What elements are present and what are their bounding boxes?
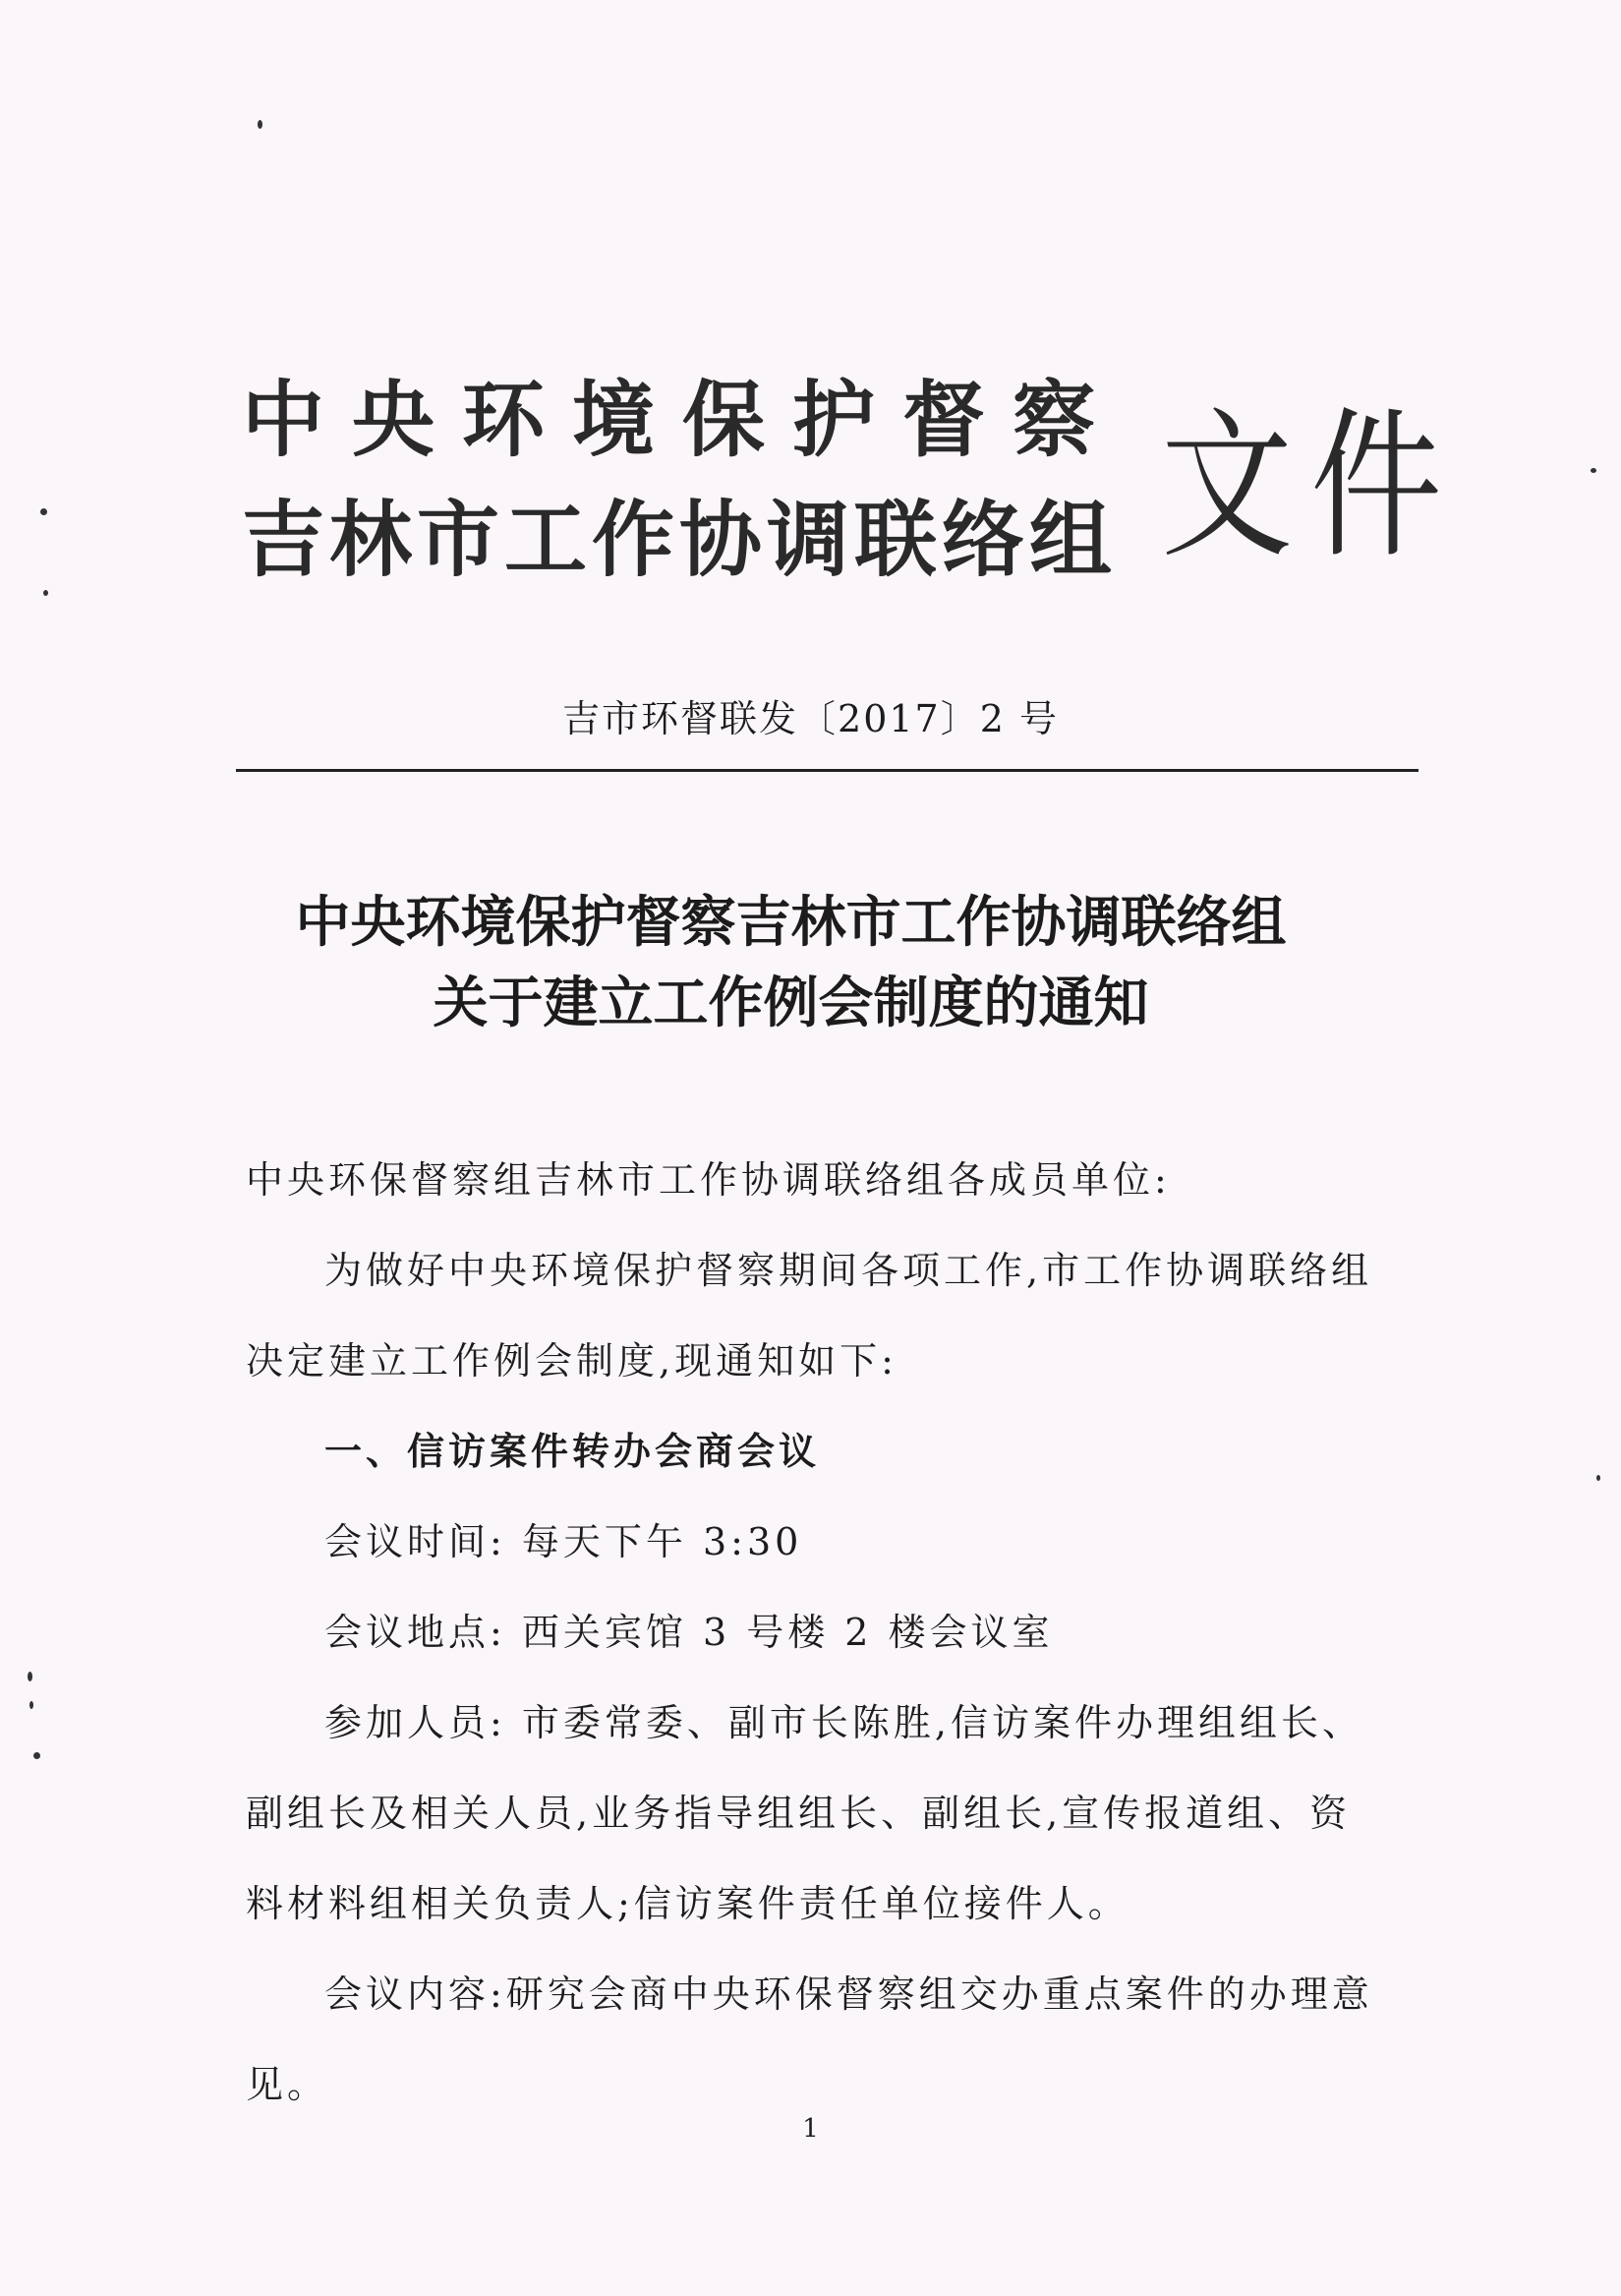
page-number: 1: [802, 2114, 819, 2144]
document-title-line-1: 中央环境保护督察吉林市工作协调联络组: [295, 890, 1287, 955]
scan-speck: [28, 1672, 32, 1681]
intro-paragraph-line: 为做好中央环境保护督察期间各项工作,市工作协调联络组: [324, 1249, 1373, 1292]
attendees-line: 料材料组相关负责人;信访案件责任单位接件人。: [246, 1882, 1129, 1925]
meeting-content-line: 会议内容:研究会商中央环保督察组交办重点案件的办理意: [324, 1972, 1373, 2016]
scan-speck: [33, 1752, 40, 1759]
scan-speck: [40, 508, 47, 515]
meeting-content-line: 见。: [246, 2063, 329, 2106]
header-divider: [236, 769, 1418, 772]
scan-speck: [258, 120, 262, 129]
meeting-place-line: 会议地点: 西关宾馆 3 号楼 2 楼会议室: [324, 1611, 1054, 1654]
issuing-authority-header: [242, 369, 1461, 605]
scan-speck: [1596, 1475, 1600, 1481]
attendees-line: 副组长及相关人员,业务指导组组长、副组长,宣传报道组、资: [246, 1792, 1352, 1835]
document-body: [246, 1135, 1406, 2130]
document-number: 吉市环督联发〔2017〕2 号: [562, 697, 1059, 740]
addressee-line: 中央环保督察组吉林市工作协调联络组各成员单位:: [246, 1158, 1171, 1202]
document-title-line-2: 关于建立工作例会制度的通知: [433, 971, 1149, 1035]
intro-paragraph-line: 决定建立工作例会制度,现通知如下:: [246, 1339, 897, 1383]
scan-speck: [29, 1701, 33, 1709]
meeting-time-line: 会议时间: 每天下午 3:30: [324, 1520, 803, 1563]
org-name-line-2: 吉林市工作协调联络组: [242, 492, 1118, 588]
attendees-line: 参加人员: 市委常委、副市长陈胜,信访案件办理组组长、: [324, 1701, 1363, 1744]
scan-speck: [1591, 468, 1596, 473]
section-heading: 一、信访案件转办会商会议: [324, 1430, 821, 1473]
doc-type-label: 文件: [1161, 392, 1461, 580]
org-name-line-1: 中央环境保护督察: [242, 372, 1124, 468]
scan-speck: [43, 590, 48, 596]
